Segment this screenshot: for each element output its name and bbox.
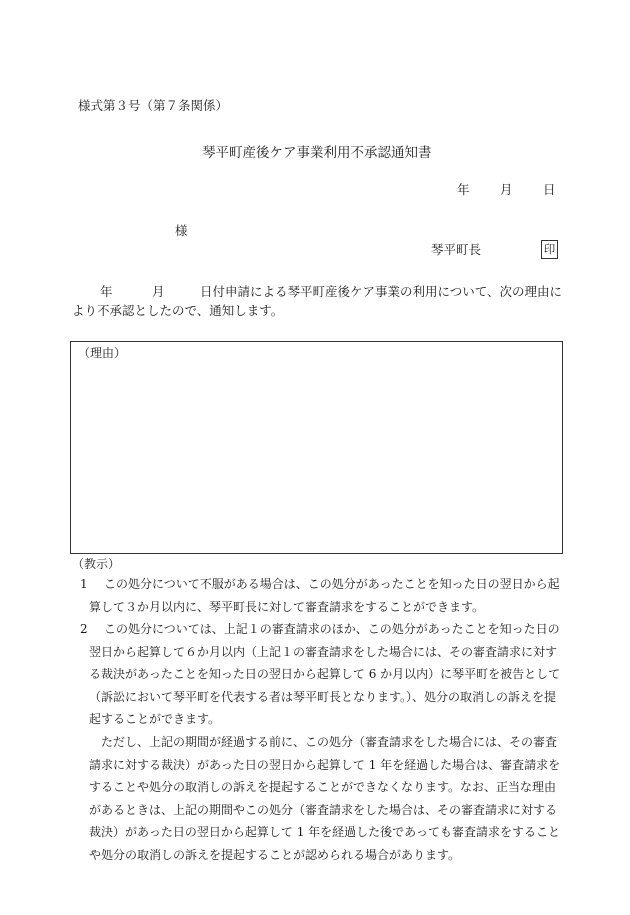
date-year: 年 bbox=[457, 182, 470, 197]
item-line: 算して３か月以内に、琴平町長に対して審査請求をすることができます。 bbox=[89, 599, 485, 614]
item-line: することや処分の取消しの訴えを提起することができなくなります。なお、正当な理由 bbox=[89, 780, 557, 795]
item-line: この処分について不服がある場合は、この処分があったことを知った日の翌日から起 bbox=[104, 577, 560, 591]
form-number: 様式第３号（第７条関係） bbox=[78, 98, 229, 113]
notice-month: 月 bbox=[152, 284, 165, 299]
reason-label: （理由） bbox=[78, 346, 127, 360]
item-line: 起することができます。 bbox=[89, 712, 221, 727]
addressee-suffix: 様 bbox=[175, 223, 188, 238]
notice-line-1: 日付申請による琴平町産後ケア事業の利用について、次の理由に bbox=[200, 284, 563, 299]
item-1-number: 1 bbox=[80, 577, 88, 591]
issuer: 琴平町長 bbox=[431, 242, 482, 257]
item-line: があるときは、上記の期間やこの処分（審査請求をした場合は、その審査請求に対する bbox=[89, 802, 558, 817]
document-title: 琴平町産後ケア事業利用不承認通知書 bbox=[202, 145, 432, 161]
item-1 bbox=[89, 573, 560, 618]
item-line: る裁決があったことを知った日の翌日から起算して 6 か月以内）に琴平町を被告として bbox=[89, 667, 561, 682]
item-line: 請求に対する裁決）があった日の翌日から起算して 1 年を経過した場合は、審査請求を bbox=[89, 757, 561, 772]
date-month: 月 bbox=[500, 182, 513, 197]
item-2 bbox=[89, 618, 561, 867]
item-line: （訴訟において琴平町を代表する者は琴平町長となります。）、処分の取消しの訴えを提 bbox=[89, 689, 557, 704]
date-day: 日 bbox=[543, 182, 556, 197]
item-line: 裁決）があった日の翌日から起算して 1 年を経過した後であっても審査請求をすること bbox=[89, 825, 561, 840]
item-line: ただし、上記の期間が経過する前に、この処分（審査請求をした場合には、その審査 bbox=[89, 734, 558, 749]
item-line: 翌日から起算して６か月以内（上記１の審査請求をした場合には、その審査請求に対す bbox=[89, 644, 558, 659]
item-line: や処分の取消しの訴えを提起することが認められる場合があります。 bbox=[89, 847, 461, 862]
reason-box bbox=[70, 341, 563, 554]
notice-year: 年 bbox=[100, 284, 113, 299]
notice-line-2: より不承認としたので、通知します。 bbox=[72, 303, 284, 318]
item-2-number: 2 bbox=[80, 622, 88, 636]
seal-mark: 印 bbox=[541, 240, 558, 259]
item-line: この処分については、上記１の審査請求のほか、この処分があったことを知った日の bbox=[104, 622, 560, 636]
instruction-label: （教示） bbox=[72, 557, 121, 571]
